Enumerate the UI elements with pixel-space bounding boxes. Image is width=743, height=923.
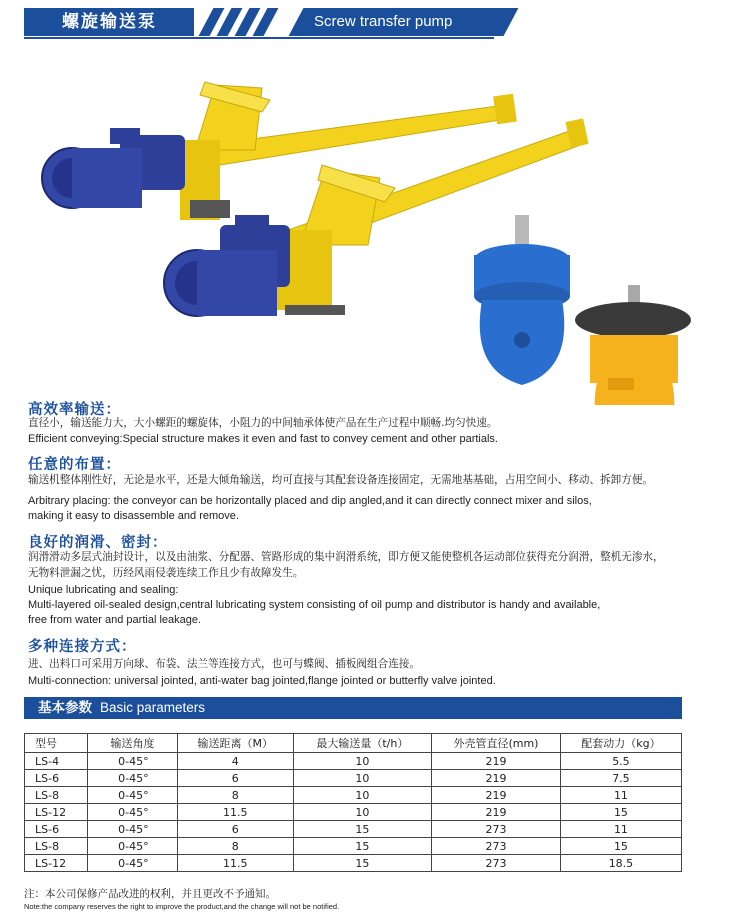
cell-distance: 8 <box>177 838 293 855</box>
section-text-en: Arbitrary placing: the conveyor can be horizontally placed and dip angled,and it can directly connect mixer and silos, <box>28 495 592 507</box>
cell-diameter: 273 <box>432 838 561 855</box>
header-underline <box>24 37 494 39</box>
cell-power: 5.5 <box>560 753 681 770</box>
cell-diameter: 219 <box>432 770 561 787</box>
cell-angle: 0-45° <box>88 821 178 838</box>
cell-diameter: 219 <box>432 753 561 770</box>
cell-angle: 0-45° <box>88 855 178 872</box>
params-heading-bar <box>24 697 682 719</box>
product-illustration <box>0 60 743 405</box>
cell-model: LS-6 <box>25 770 88 787</box>
table-row <box>25 770 682 787</box>
orange-gear-reducer <box>575 285 691 405</box>
cell-capacity: 10 <box>293 753 431 770</box>
header-title-en: Screw transfer pump <box>314 13 453 30</box>
header-banner <box>24 8 494 36</box>
section-text-cn: 进、出料口可采用万向球、布袋、法兰等连接方式，也可与蝶阀、插板阀组合连接。 <box>28 658 420 670</box>
table-header-row <box>25 734 682 753</box>
cell-capacity: 15 <box>293 838 431 855</box>
cell-power: 11 <box>560 787 681 804</box>
cell-angle: 0-45° <box>88 770 178 787</box>
col-header-angle: 输送角度 <box>88 734 178 753</box>
cell-model: LS-12 <box>25 855 88 872</box>
cell-distance: 6 <box>177 770 293 787</box>
cell-model: LS-4 <box>25 753 88 770</box>
col-header-capacity: 最大输送量（t/h） <box>293 734 431 753</box>
cell-power: 11 <box>560 821 681 838</box>
col-header-model: 型号 <box>25 734 88 753</box>
footnote-cn: 注：本公司保修产品改进的权利，并且更改不予通知。 <box>24 888 276 900</box>
table-row <box>25 753 682 770</box>
section-text-cn: 无物料泄漏之忧，历经风雨侵袭连续工作且少有故障发生。 <box>28 567 304 579</box>
cell-power: 15 <box>560 804 681 821</box>
params-table <box>24 733 682 872</box>
section-title-efficient: 高效率输送： <box>28 402 121 418</box>
table-row <box>25 787 682 804</box>
table-row <box>25 821 682 838</box>
section-text-en: Multi-connection: universal jointed, anti-water bag jointed,flange jointed or butterfly valve jointed. <box>28 675 496 687</box>
section-text-en: Unique lubricating and sealing: <box>28 584 179 596</box>
cell-angle: 0-45° <box>88 838 178 855</box>
cell-power: 7.5 <box>560 770 681 787</box>
section-title-connection: 多种连接方式： <box>28 639 137 655</box>
cell-distance: 11.5 <box>177 804 293 821</box>
cell-capacity: 10 <box>293 787 431 804</box>
cell-model: LS-6 <box>25 821 88 838</box>
params-title-en: Basic parameters <box>100 700 206 715</box>
screw-conveyor-back <box>42 82 517 220</box>
cell-capacity: 15 <box>293 855 431 872</box>
table-row <box>25 804 682 821</box>
cell-model: LS-8 <box>25 838 88 855</box>
col-header-power: 配套动力（kg） <box>560 734 681 753</box>
section-text-cn: 润滑滑动多层式油封设计，以及由油浆、分配器、管路形成的集中润滑系统，即方便又能使整机各运动部位获得充分润滑，整机无渗水， <box>28 551 664 563</box>
cell-angle: 0-45° <box>88 787 178 804</box>
blue-gear-reducer <box>474 215 570 385</box>
cell-diameter: 273 <box>432 821 561 838</box>
footnote-en: Note:the company reserves the right to improve the product,and the change will not be notified. <box>24 902 340 911</box>
cell-capacity: 10 <box>293 770 431 787</box>
cell-distance: 6 <box>177 821 293 838</box>
cell-diameter: 273 <box>432 855 561 872</box>
section-text-en: making it easy to disassemble and remove. <box>28 510 239 522</box>
section-text-en: Multi-layered oil-sealed design,central lubricating system consisting of oil pump and distributor is handy and available, <box>28 599 601 611</box>
section-text-cn: 直径小，输送能力大，大小螺距的螺旋体，小阻力的中间轴承体使产品在生产过程中顺畅.均匀快速。 <box>28 417 498 429</box>
section-text-cn: 输送机整体刚性好，无论是水平，还是大倾角输送，均可直接与其配套设备连接固定，无需地基基础，占用空间小、移动、拆卸方便。 <box>28 474 654 486</box>
cell-angle: 0-45° <box>88 804 178 821</box>
header-title-cn: 螺旋输送泵 <box>24 8 194 36</box>
cell-distance: 4 <box>177 753 293 770</box>
section-title-lubrication: 良好的润滑、密封： <box>28 535 168 551</box>
params-title-cn: 基本参数 <box>38 700 92 716</box>
cell-diameter: 219 <box>432 804 561 821</box>
col-header-distance: 输送距离（M） <box>177 734 293 753</box>
cell-model: LS-8 <box>25 787 88 804</box>
cell-model: LS-12 <box>25 804 88 821</box>
cell-capacity: 10 <box>293 804 431 821</box>
cell-distance: 8 <box>177 787 293 804</box>
table-row <box>25 838 682 855</box>
section-text-en: Efficient conveying:Special structure makes it even and fast to convey cement and other partials. <box>28 433 498 445</box>
cell-capacity: 15 <box>293 821 431 838</box>
section-title-placing: 任意的布置： <box>28 457 121 473</box>
cell-power: 18.5 <box>560 855 681 872</box>
section-text-en: free from water and partial leakage. <box>28 614 202 626</box>
cell-angle: 0-45° <box>88 753 178 770</box>
cell-diameter: 219 <box>432 787 561 804</box>
cell-distance: 11.5 <box>177 855 293 872</box>
col-header-diameter: 外壳管直径(mm) <box>432 734 561 753</box>
table-row <box>25 855 682 872</box>
cell-power: 15 <box>560 838 681 855</box>
